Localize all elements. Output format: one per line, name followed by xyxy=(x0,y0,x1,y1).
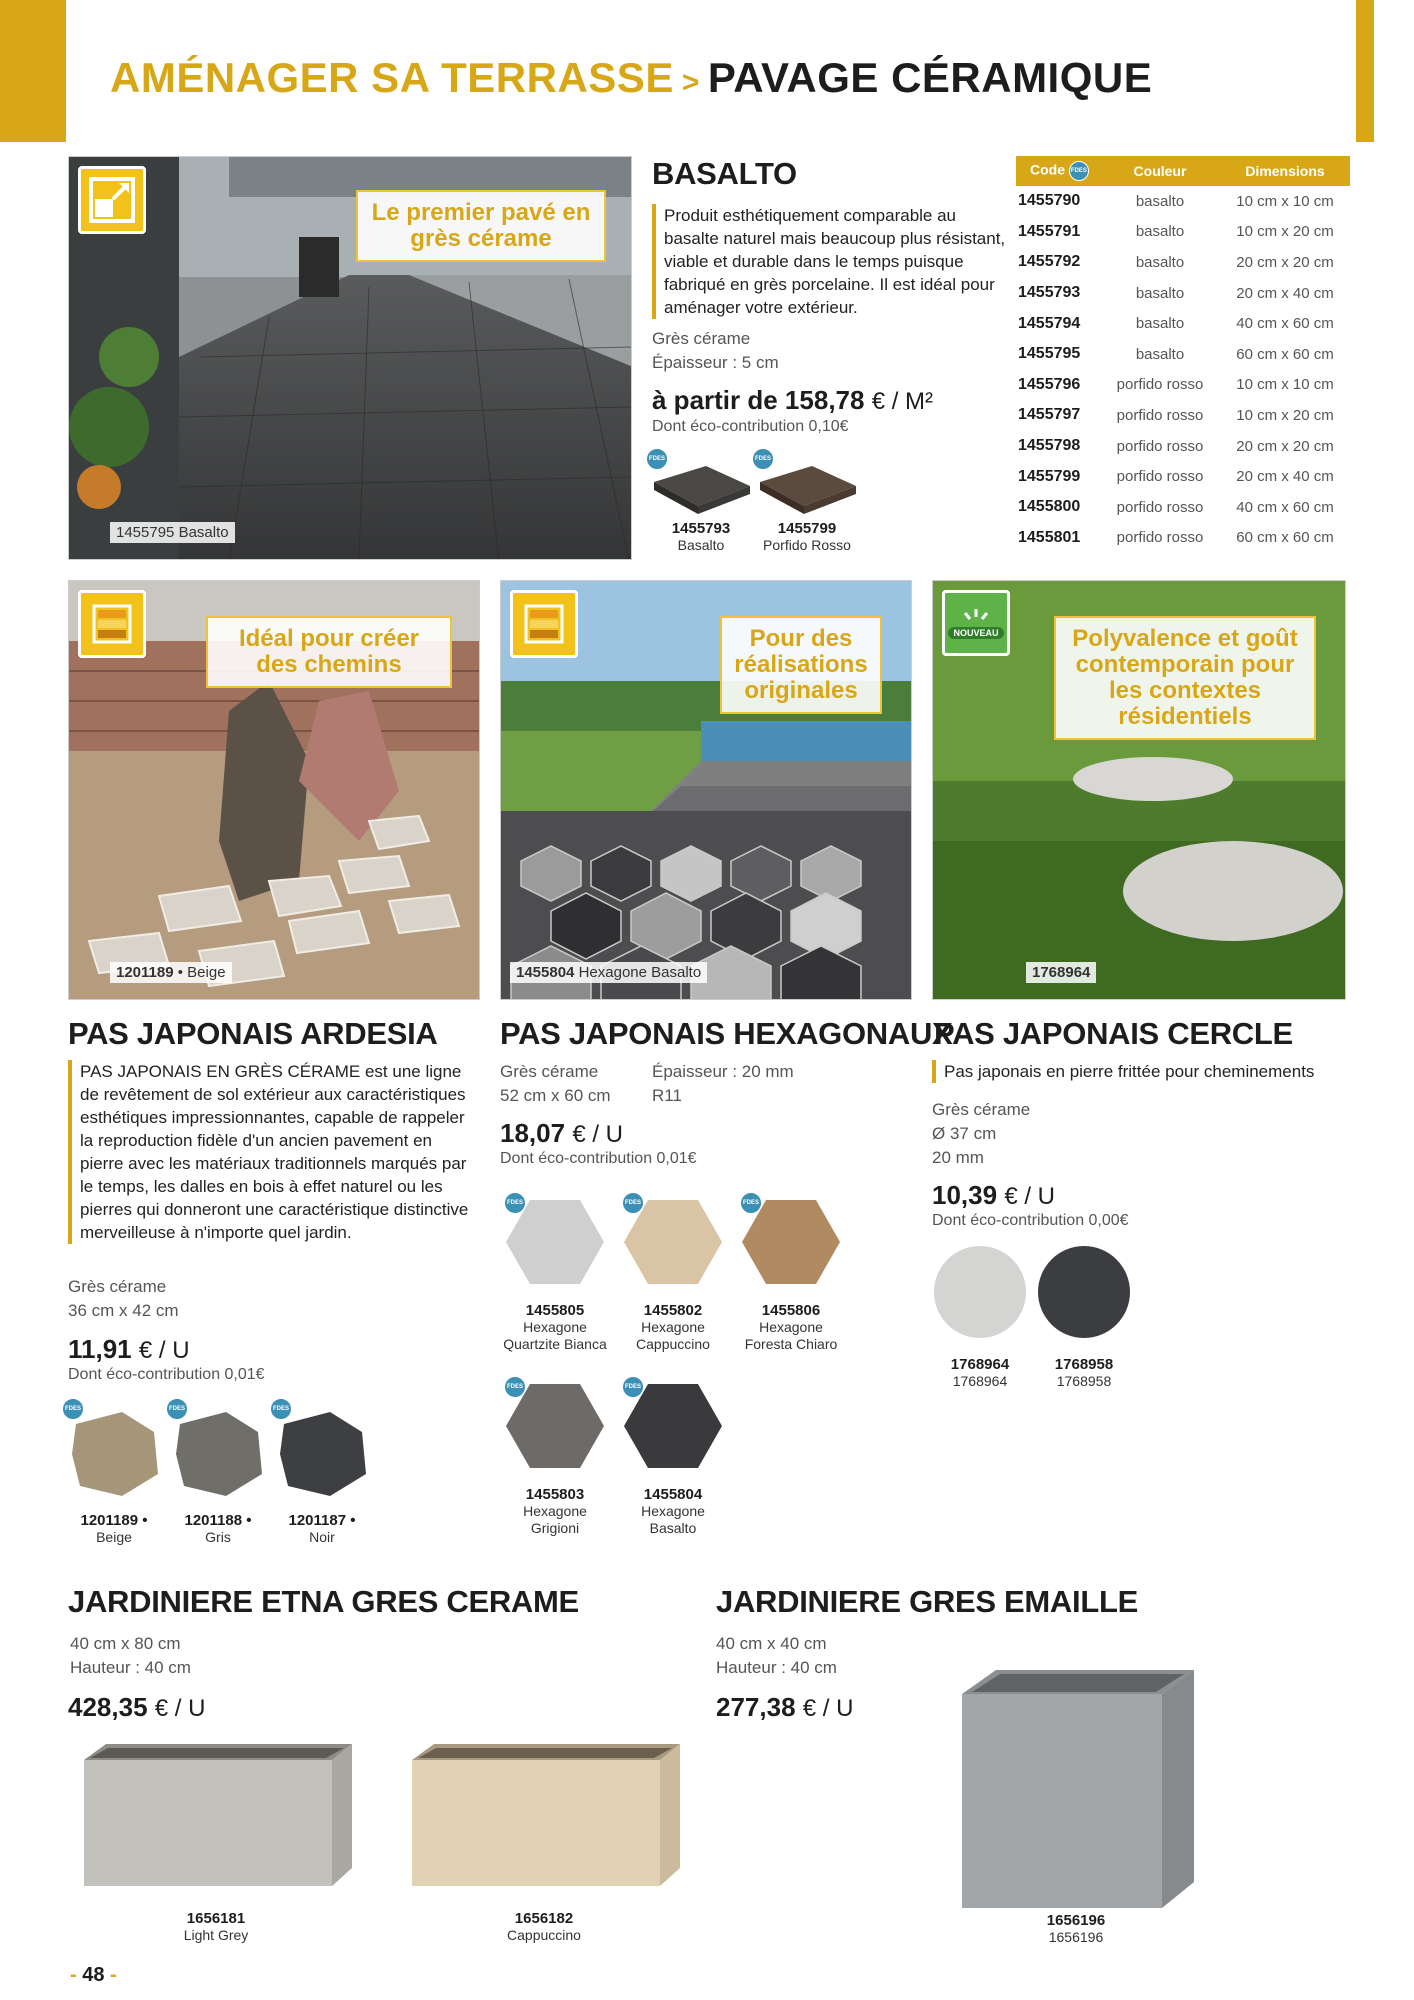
cell-code: 1455801 xyxy=(1018,528,1081,546)
swatch-line1: Hexagone xyxy=(641,1319,705,1335)
caption-code: 1455804 xyxy=(516,964,575,981)
swatch-name: Gris xyxy=(205,1529,231,1545)
basalto-description: Produit esthétiquement comparable au basalte naturel mais beaucoup plus résistant, viable et durable dans le temps puisque fabriqué en grès porcelaine. Il est idéal pour aménager votre extérieur. xyxy=(652,204,1008,319)
table-row xyxy=(1016,308,1350,339)
cell-dimensions: 60 cm x 60 cm xyxy=(1236,345,1334,363)
etna-product-1 xyxy=(76,1740,356,1943)
cell-color: basalto xyxy=(1135,284,1185,302)
price-unit: € / U xyxy=(1004,1183,1055,1210)
ardesia-swatch-3 xyxy=(270,1398,374,1558)
cell-color: porfido rosso xyxy=(1116,406,1204,424)
hexagonaux-eco: Dont éco-contribution 0,01€ xyxy=(500,1150,697,1167)
emaille-size: 40 cm x 40 cm xyxy=(716,1634,827,1653)
cell-dimensions: 60 cm x 60 cm xyxy=(1236,529,1334,547)
cell-color: porfido rosso xyxy=(1116,468,1204,486)
price-unit: € / U xyxy=(802,1695,854,1722)
cell-code: 1455795 xyxy=(1018,345,1081,363)
cercle-description: Pas japonais en pierre frittée pour cheminements xyxy=(932,1060,1348,1083)
swatch-code: 1201188 • xyxy=(184,1512,252,1529)
cell-dimensions: 20 cm x 20 cm xyxy=(1236,253,1334,271)
swatch-line2: Cappuccino xyxy=(636,1336,710,1352)
fdes-icon: FDES xyxy=(166,1398,188,1420)
etna-title: JARDINIERE ETNA GRES CERAME xyxy=(68,1584,579,1619)
emaille-title: JARDINIERE GRES EMAILLE xyxy=(716,1584,1138,1619)
breadcrumb-separator: > xyxy=(681,66,700,99)
cercle-title: PAS JAPONAIS CERCLE xyxy=(934,1016,1293,1051)
caption-code: 1201189 xyxy=(116,964,174,981)
hexagonaux-title: PAS JAPONAIS HEXAGONAUX xyxy=(500,1016,953,1051)
table-row xyxy=(1016,461,1350,492)
price-unit: € / U xyxy=(154,1695,206,1722)
table-header-code: Code FDES xyxy=(1016,156,1100,186)
cell-code: 1455793 xyxy=(1018,284,1081,302)
cell-dimensions: 10 cm x 10 cm xyxy=(1236,376,1334,394)
table-row xyxy=(1016,523,1350,554)
swatch-name: Basalto xyxy=(677,537,725,553)
caption-code: 1455795 xyxy=(116,524,175,541)
fdes-icon: FDES xyxy=(270,1398,292,1420)
hexagonaux-swatch-2 xyxy=(618,1192,728,1362)
new-badge xyxy=(942,590,1010,656)
cercle-photo-caption xyxy=(1026,962,1096,983)
table-row xyxy=(1016,278,1350,309)
ardesia-size: 36 cm x 42 cm xyxy=(68,1301,179,1320)
swatch-code: 1768958 xyxy=(1054,1356,1114,1373)
product-code: 1656181 xyxy=(186,1910,246,1927)
etna-height: Hauteur : 40 cm xyxy=(70,1658,191,1677)
basalto-thickness: Épaisseur : 5 cm xyxy=(652,353,779,372)
cell-color: basalto xyxy=(1135,223,1185,241)
swatch-line2: Quartzite Bianca xyxy=(503,1336,607,1352)
basalto-eco: Dont éco-contribution 0,10€ xyxy=(652,418,849,435)
cell-color: porfido rosso xyxy=(1116,376,1204,394)
swatch-line2: Basalto xyxy=(649,1520,697,1536)
table-row xyxy=(1016,217,1350,248)
cercle-callout: Polyvalence et goût contemporain pour les contextes résidentiels xyxy=(1054,616,1316,740)
header-accent-right xyxy=(1356,0,1374,142)
hexagonaux-price xyxy=(500,1118,623,1149)
table-row xyxy=(1016,186,1350,217)
basalto-photo-caption xyxy=(110,522,235,543)
price-unit: € / U xyxy=(138,1337,190,1364)
cercle-price xyxy=(932,1180,1055,1211)
swatch-code: 1455806 xyxy=(761,1302,821,1319)
table-row xyxy=(1016,400,1350,431)
dimensions-icon xyxy=(78,166,146,234)
cell-color: basalto xyxy=(1135,192,1185,210)
cell-color: basalto xyxy=(1135,315,1185,333)
hexagonaux-callout: Pour des réalisations originales xyxy=(720,616,882,714)
price-unit: € / M² xyxy=(871,388,934,415)
cell-color: basalto xyxy=(1135,253,1185,271)
cell-code: 1455798 xyxy=(1018,437,1081,455)
swatch-code: 1455803 xyxy=(525,1486,585,1503)
swatch-code: 1201189 • xyxy=(80,1512,148,1529)
hexagonaux-rating: R11 xyxy=(652,1086,682,1105)
cell-color: basalto xyxy=(1135,345,1185,363)
fdes-icon: FDES xyxy=(1069,161,1089,181)
color-palette-icon xyxy=(510,590,578,658)
ardesia-callout: Idéal pour créer des chemins xyxy=(206,616,452,688)
cell-code: 1455800 xyxy=(1018,498,1081,516)
product-code: 1656182 xyxy=(514,1910,574,1927)
new-badge-label: NOUVEAU xyxy=(948,627,1003,639)
swatch-line2: Grigioni xyxy=(530,1520,580,1536)
cell-code: 1455792 xyxy=(1018,253,1081,271)
swatch-line1: Hexagone xyxy=(523,1319,587,1335)
ardesia-photo-caption xyxy=(110,962,232,983)
table-row xyxy=(1016,339,1350,370)
swatch-code: 1455793 xyxy=(671,520,731,537)
swatch-line2: Foresta Chiaro xyxy=(744,1336,838,1352)
basalto-callout: Le premier pavé en grès cérame xyxy=(356,190,606,262)
ardesia-price xyxy=(68,1334,190,1365)
swatch-code: 1455799 xyxy=(777,520,837,537)
swatch-line1: Hexagone xyxy=(523,1503,587,1519)
fdes-icon: FDES xyxy=(646,448,668,470)
swatch-line1: Hexagone xyxy=(641,1503,705,1519)
price-value: 11,91 xyxy=(68,1334,132,1364)
cell-dimensions: 10 cm x 20 cm xyxy=(1236,406,1334,424)
cell-code: 1455791 xyxy=(1018,222,1081,240)
caption-name: • Beige xyxy=(177,964,226,981)
product-code: 1656196 xyxy=(1046,1912,1106,1929)
table-row xyxy=(1016,431,1350,462)
fdes-icon: FDES xyxy=(622,1192,644,1214)
swatch-name: Porfido Rosso xyxy=(763,537,851,553)
cell-code: 1455799 xyxy=(1018,467,1081,485)
swatch-name: Noir xyxy=(309,1529,335,1545)
table-row xyxy=(1016,370,1350,401)
table-header-dimensions: Dimensions xyxy=(1220,156,1350,186)
swatch-line1: Hexagone xyxy=(759,1319,823,1335)
product-name: 1656196 xyxy=(1048,1929,1104,1945)
tile-top xyxy=(654,466,750,506)
swatch-code: 1768964 xyxy=(950,1356,1010,1373)
basalto-code-table xyxy=(1016,156,1350,553)
hexagonaux-photo-caption xyxy=(510,962,707,983)
cercle-thickness: 20 mm xyxy=(932,1148,984,1167)
subsection-title: PAVAGE CÉRAMIQUE xyxy=(707,54,1153,101)
product-name: Cappuccino xyxy=(507,1927,581,1943)
etna-product-2 xyxy=(404,1740,684,1943)
cell-code: 1455796 xyxy=(1018,375,1081,393)
fdes-icon: FDES xyxy=(62,1398,84,1420)
cercle-swatch-2 xyxy=(1036,1244,1136,1394)
hexagonaux-swatch-1 xyxy=(500,1192,610,1362)
cell-dimensions: 20 cm x 40 cm xyxy=(1236,284,1334,302)
fdes-icon: FDES xyxy=(504,1376,526,1398)
product-name: Light Grey xyxy=(183,1927,249,1943)
page-title xyxy=(110,54,1152,102)
basalto-price xyxy=(652,385,933,416)
price-unit: € / U xyxy=(572,1121,623,1148)
cell-color: porfido rosso xyxy=(1116,498,1204,516)
cell-code: 1455794 xyxy=(1018,314,1081,332)
basalto-material: Grès cérame xyxy=(652,329,751,348)
ardesia-title: PAS JAPONAIS ARDESIA xyxy=(68,1016,438,1051)
price-value: 10,39 xyxy=(932,1180,998,1210)
price-value: 277,38 xyxy=(716,1692,796,1722)
cell-code: 1455790 xyxy=(1018,192,1081,210)
etna-size: 40 cm x 80 cm xyxy=(70,1634,181,1653)
cell-dimensions: 10 cm x 10 cm xyxy=(1236,192,1334,210)
emaille-price xyxy=(716,1692,853,1723)
fdes-icon: FDES xyxy=(740,1192,762,1214)
swatch-name: Beige xyxy=(96,1529,132,1545)
ardesia-swatch-1 xyxy=(62,1398,166,1558)
cell-color: porfido rosso xyxy=(1116,437,1204,455)
price-value: à partir de 158,78 xyxy=(652,385,865,415)
cercle-diameter: Ø 37 cm xyxy=(932,1124,997,1143)
section-title: AMÉNAGER SA TERRASSE xyxy=(110,54,674,101)
sparkle-icon xyxy=(961,607,991,627)
emaille-height: Hauteur : 40 cm xyxy=(716,1658,837,1677)
header-accent-left xyxy=(0,0,66,142)
hexagonaux-material: Grès cérame xyxy=(500,1062,599,1081)
cell-dimensions: 20 cm x 20 cm xyxy=(1236,437,1334,455)
table-header-color: Couleur xyxy=(1100,156,1220,186)
ardesia-swatch-2 xyxy=(166,1398,270,1558)
ardesia-eco: Dont éco-contribution 0,01€ xyxy=(68,1366,265,1383)
cell-dimensions: 40 cm x 60 cm xyxy=(1236,315,1334,333)
hexagonaux-thickness: Épaisseur : 20 mm xyxy=(652,1062,794,1081)
cell-dimensions: 20 cm x 40 cm xyxy=(1236,468,1334,486)
caption-name: Hexagone Basalto xyxy=(578,964,702,981)
price-value: 428,35 xyxy=(68,1692,148,1722)
cell-color: porfido rosso xyxy=(1116,529,1204,547)
table-row xyxy=(1016,492,1350,523)
fdes-icon: FDES xyxy=(504,1192,526,1214)
swatch-code: 1455804 xyxy=(643,1486,703,1503)
swatch-code: 1455805 xyxy=(525,1302,585,1319)
swatch-name: 1768964 xyxy=(952,1373,1008,1389)
cercle-material: Grès cérame xyxy=(932,1100,1031,1119)
caption-code: 1768964 xyxy=(1032,964,1091,981)
cell-code: 1455797 xyxy=(1018,406,1081,424)
hexagonaux-swatch-3 xyxy=(736,1192,846,1362)
hexagonaux-size: 52 cm x 60 cm xyxy=(500,1086,611,1105)
hexagonaux-swatch-5 xyxy=(618,1376,728,1546)
ardesia-material: Grès cérame xyxy=(68,1277,167,1296)
table-row xyxy=(1016,247,1350,278)
hexagonaux-swatch-4 xyxy=(500,1376,610,1546)
fdes-icon: FDES xyxy=(752,448,774,470)
cell-dimensions: 10 cm x 20 cm xyxy=(1236,223,1334,241)
cell-dimensions: 40 cm x 60 cm xyxy=(1236,498,1334,516)
cercle-swatch-1 xyxy=(932,1244,1032,1394)
fdes-icon: FDES xyxy=(622,1376,644,1398)
page-number: - 48 - xyxy=(70,1964,117,1986)
ardesia-description: PAS JAPONAIS EN GRÈS CÉRAME est une ligne de revêtement de sol extérieur aux caractéristiques esthétiques impressionnantes, capable de rappeler la reproduction fidèle d'un ancien pavement en pierre avec les matériaux traditionnels marqués par le temps, les dalles en bois à effet naturel ou les pierres qui donneront une caractéristique distinctive merveilleuse à n'importe quel jardin. xyxy=(68,1060,480,1244)
emaille-product xyxy=(956,1664,1196,1954)
basalto-title: BASALTO xyxy=(652,156,797,191)
etna-price xyxy=(68,1692,205,1723)
swatch-code: 1455802 xyxy=(643,1302,703,1319)
price-value: 18,07 xyxy=(500,1118,566,1148)
swatch-code: 1201187 • xyxy=(288,1512,356,1529)
swatch-name: 1768958 xyxy=(1056,1373,1112,1389)
color-palette-icon xyxy=(78,590,146,658)
caption-name: Basalto xyxy=(178,524,229,541)
cercle-eco: Dont éco-contribution 0,00€ xyxy=(932,1212,1129,1229)
